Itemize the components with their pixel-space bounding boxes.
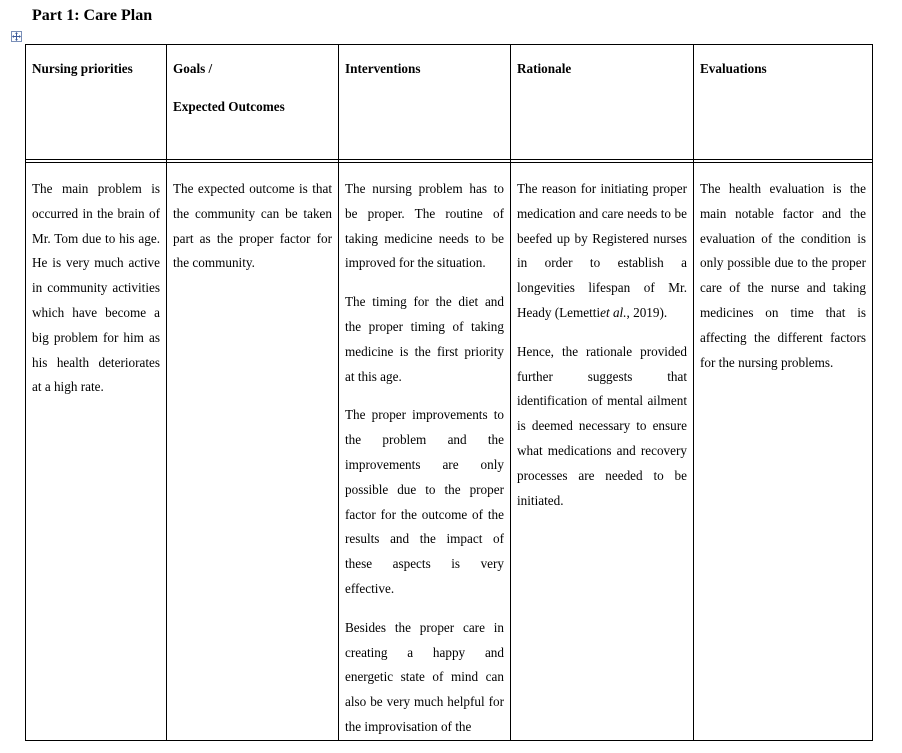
table-row (26, 163, 873, 741)
paragraph: Besides the proper care in creating a happy and energetic state of mind can also be very much helpful for the improvisation of the (345, 619, 504, 734)
header-evaluations: Evaluations (694, 45, 873, 160)
table-header-row (26, 45, 873, 160)
care-plan-table (25, 44, 873, 741)
cell-nursing-priorities (26, 163, 167, 741)
paragraph: The main problem is occurred in the brain of Mr. Tom due to his age. He is very much active in community activities which have become a big problem for him as his health deteriorates at a high rate. (32, 181, 160, 395)
cell-evaluations (694, 163, 873, 741)
paragraph: The proper improvements to the problem and the improvements are only possible due to the proper factor for the outcome of the results and the impact of these aspects is very effective. (345, 407, 504, 596)
header-goals-line2: Expected Outcomes (173, 99, 285, 114)
header-nursing-priorities: Nursing priorities (26, 45, 167, 160)
paragraph (517, 177, 687, 326)
header-interventions: Interventions (339, 45, 511, 160)
cell-goals (167, 163, 339, 741)
paragraph: The timing for the diet and the proper timing of taking medicine is the first priority at this age. (345, 294, 504, 384)
paragraph: The expected outcome is that the community can be taken part as the proper factor for the community. (173, 181, 332, 271)
header-rationale: Rationale (511, 45, 694, 160)
header-goals-line1: Goals / (173, 61, 213, 76)
paragraph: The health evaluation is the main notable factor and the evaluation of the condition is only possible due to the proper care of the nurse and taking medicines on time that is affecting the different factors for the nursing problems. (700, 181, 866, 370)
citation-year: , 2019). (626, 304, 668, 320)
cell-rationale (511, 163, 694, 741)
rationale-text: The reason for initiating proper medication and care needs to be beefed up by Registered nurses in order to establish a longevities lifespan of Mr. Heady (Lemetti (517, 181, 687, 320)
paragraph: The nursing problem has to be proper. The routine of taking medicine needs to be improved for the situation. (345, 181, 504, 271)
section-heading: Part 1: Care Plan (32, 7, 153, 24)
cell-interventions (339, 163, 511, 741)
header-goals (167, 45, 339, 160)
paragraph: Hence, the rationale provided further suggests that identification of mental ailment is deemed necessary to ensure what medications and recovery processes are needed to be initiated. (517, 343, 687, 508)
citation-et-al: et al. (600, 304, 627, 320)
table-move-handle-icon[interactable] (11, 31, 22, 42)
